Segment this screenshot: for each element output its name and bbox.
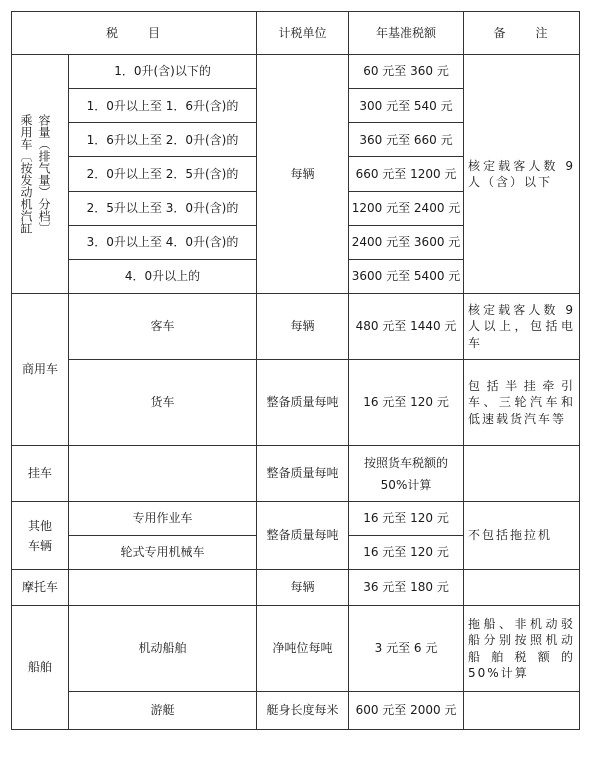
passenger-range: 4．0升以上的 <box>69 259 257 293</box>
vessel-motor-row <box>12 606 580 692</box>
passenger-amount: 660 元至 1200 元 <box>349 157 464 191</box>
vessel-yacht-unit: 艇身长度每米 <box>257 692 349 730</box>
header-unit: 计税单位 <box>257 12 349 55</box>
other-row-1 <box>12 502 580 536</box>
motorcycle-category: 摩托车 <box>12 570 69 606</box>
commercial-bus-amount: 480 元至 1440 元 <box>349 294 464 360</box>
passenger-category: 乘用车〔按发动机汽缸 <box>19 114 33 234</box>
motorcycle-unit: 每辆 <box>257 570 349 606</box>
passenger-amount: 360 元至 660 元 <box>349 123 464 157</box>
motorcycle-empty <box>69 570 257 606</box>
passenger-unit: 每辆 <box>257 55 349 294</box>
passenger-amount: 2400 元至 3600 元 <box>349 225 464 259</box>
passenger-range: 2．5升以上至 3．0升(含)的 <box>69 191 257 225</box>
motorcycle-row <box>12 570 580 606</box>
commercial-bus-row <box>12 294 580 360</box>
passenger-range: 3．0升以上至 4．0升(含)的 <box>69 225 257 259</box>
other-name: 专用作业车 <box>69 502 257 536</box>
commercial-truck-row <box>12 360 580 446</box>
passenger-amount: 1200 元至 2400 元 <box>349 191 464 225</box>
motorcycle-amount: 36 元至 180 元 <box>349 570 464 606</box>
commercial-truck-amount: 16 元至 120 元 <box>349 360 464 446</box>
other-amount: 16 元至 120 元 <box>349 502 464 536</box>
vessel-yacht-name: 游艇 <box>69 692 257 730</box>
trailer-unit: 整备质量每吨 <box>257 446 349 502</box>
passenger-amount: 60 元至 360 元 <box>349 55 464 89</box>
vessel-yacht-row <box>12 692 580 730</box>
vessel-remark: 拖船、非机动驳船分别按照机动船舶税额的 50%计算 <box>464 606 580 692</box>
vessel-yacht-amount: 600 元至 2000 元 <box>349 692 464 730</box>
passenger-category-cell <box>12 55 69 294</box>
other-remark: 不包括拖拉机 <box>464 502 580 570</box>
trailer-empty <box>69 446 257 502</box>
commercial-truck-unit: 整备质量每吨 <box>257 360 349 446</box>
vessel-motor-name: 机动船舶 <box>69 606 257 692</box>
motorcycle-remark <box>464 570 580 606</box>
trailer-amount-cell <box>349 446 464 502</box>
other-amount: 16 元至 120 元 <box>349 536 464 570</box>
other-category: 其他车辆 <box>27 518 52 553</box>
passenger-range: 1．0升(含)以下的 <box>69 55 257 89</box>
header-amount: 年基准税额 <box>349 12 464 55</box>
passenger-subcategory: 容量（排气量）分档〕 <box>37 114 51 234</box>
trailer-category: 挂车 <box>12 446 69 502</box>
commercial-bus-name: 客车 <box>69 294 257 360</box>
vessel-motor-unit: 净吨位每吨 <box>257 606 349 692</box>
passenger-range: 1．0升以上至 1．6升(含)的 <box>69 89 257 123</box>
trailer-remark <box>464 446 580 502</box>
commercial-category: 商用车 <box>12 294 69 446</box>
trailer-amount: 按照货车税额的 50%计算 <box>364 455 449 492</box>
header-row <box>12 12 580 55</box>
commercial-truck-name: 货车 <box>69 360 257 446</box>
passenger-amount: 3600 元至 5400 元 <box>349 259 464 293</box>
commercial-truck-remark: 包括半挂牵引车、三轮汽车和低速载货汽车等 <box>464 360 580 446</box>
passenger-amount: 300 元至 540 元 <box>349 89 464 123</box>
commercial-bus-remark: 核定载客人数 9 人以上，包括电车 <box>464 294 580 360</box>
vessel-motor-amount: 3 元至 6 元 <box>349 606 464 692</box>
vessel-yacht-remark <box>464 692 580 730</box>
passenger-row-1 <box>12 55 580 89</box>
passenger-range: 2．0升以上至 2．5升(含)的 <box>69 157 257 191</box>
passenger-range: 1．6升以上至 2．0升(含)的 <box>69 123 257 157</box>
passenger-remark: 核定载客人数 9 人（含）以下 <box>464 55 580 294</box>
vessel-category: 船舶 <box>12 606 69 730</box>
other-name: 轮式专用机械车 <box>69 536 257 570</box>
header-remark: 备 注 <box>464 12 580 55</box>
trailer-row <box>12 446 580 502</box>
other-unit: 整备质量每吨 <box>257 502 349 570</box>
commercial-bus-unit: 每辆 <box>257 294 349 360</box>
header-item: 税 目 <box>12 12 257 55</box>
vehicle-vessel-tax-table <box>11 11 580 730</box>
other-category-cell <box>12 502 69 570</box>
